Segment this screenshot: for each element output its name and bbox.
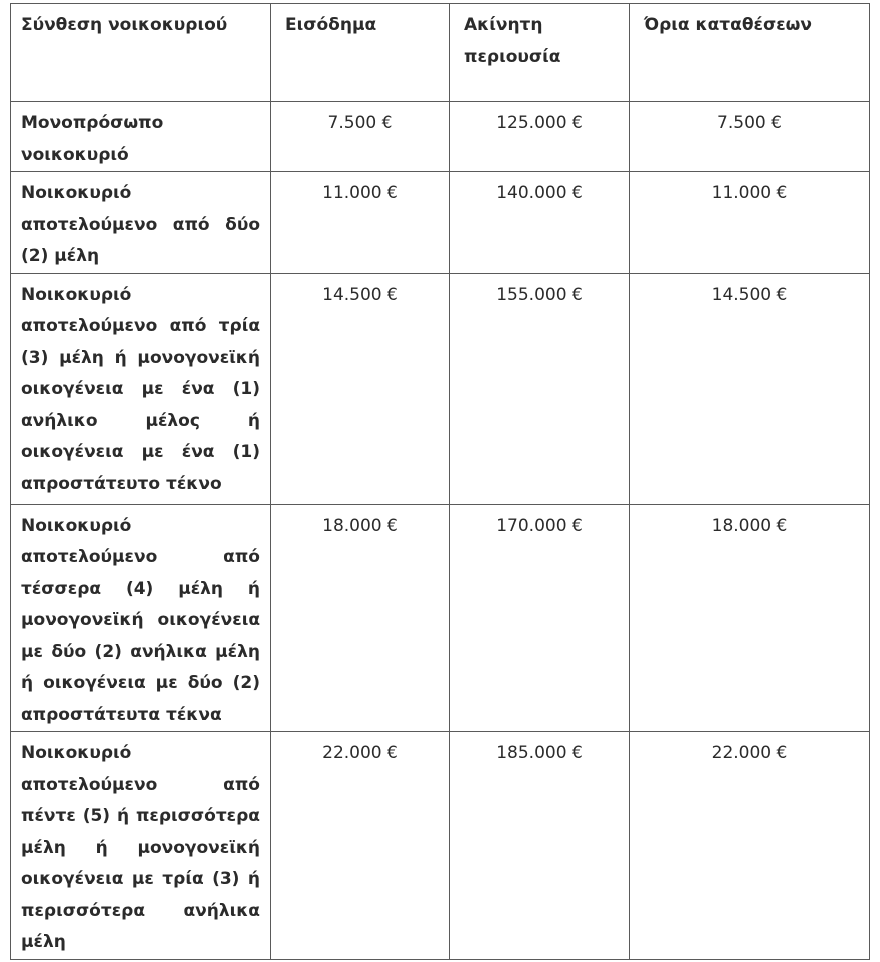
row-property: 125.000 € bbox=[450, 102, 630, 172]
row-deposits: 18.000 € bbox=[630, 504, 870, 732]
table-row bbox=[11, 102, 870, 172]
row-income: 22.000 € bbox=[271, 732, 450, 960]
table-header-row bbox=[11, 4, 870, 102]
row-composition: Νοικοκυριό αποτελούμενο από τρία (3) μέλη ή μονογονεϊκή οικογένεια με ένα (1) ανήλικο μέλος ή οικογένεια με ένα (1) απροστάτευτο τέκνο bbox=[11, 273, 271, 504]
table-row bbox=[11, 172, 870, 274]
row-income: 14.500 € bbox=[271, 273, 450, 504]
row-property: 155.000 € bbox=[450, 273, 630, 504]
row-deposits: 14.500 € bbox=[630, 273, 870, 504]
table-row bbox=[11, 273, 870, 504]
row-composition: Νοικοκυριό αποτελούμενο από πέντε (5) ή περισσότερα μέλη ή μονογονεϊκή οικογένεια με τρία (3) ή περισσότερα ανήλικα μέλη bbox=[11, 732, 271, 960]
row-property: 185.000 € bbox=[450, 732, 630, 960]
header-deposits: Όρια καταθέσεων bbox=[630, 4, 870, 102]
table-row bbox=[11, 732, 870, 960]
header-property: Ακίνητη περιουσία bbox=[450, 4, 630, 102]
household-limits-table bbox=[10, 3, 870, 960]
header-income: Εισόδημα bbox=[271, 4, 450, 102]
header-household-composition: Σύνθεση νοικοκυριού bbox=[11, 4, 271, 102]
row-property: 170.000 € bbox=[450, 504, 630, 732]
row-composition: Νοικοκυριό αποτελούμενο από τέσσερα (4) μέλη ή μονογονεϊκή οικογένεια με δύο (2) ανήλικα μέλη ή οικογένεια με δύο (2) απροστάτευτα τέκνα bbox=[11, 504, 271, 732]
row-deposits: 7.500 € bbox=[630, 102, 870, 172]
row-composition: Νοικοκυριό αποτελούμενο από δύο (2) μέλη bbox=[11, 172, 271, 274]
row-deposits: 11.000 € bbox=[630, 172, 870, 274]
row-income: 18.000 € bbox=[271, 504, 450, 732]
row-deposits: 22.000 € bbox=[630, 732, 870, 960]
table-row bbox=[11, 504, 870, 732]
row-income: 11.000 € bbox=[271, 172, 450, 274]
row-property: 140.000 € bbox=[450, 172, 630, 274]
row-composition: Μονοπρόσωπο νοικοκυριό bbox=[11, 102, 271, 172]
row-income: 7.500 € bbox=[271, 102, 450, 172]
